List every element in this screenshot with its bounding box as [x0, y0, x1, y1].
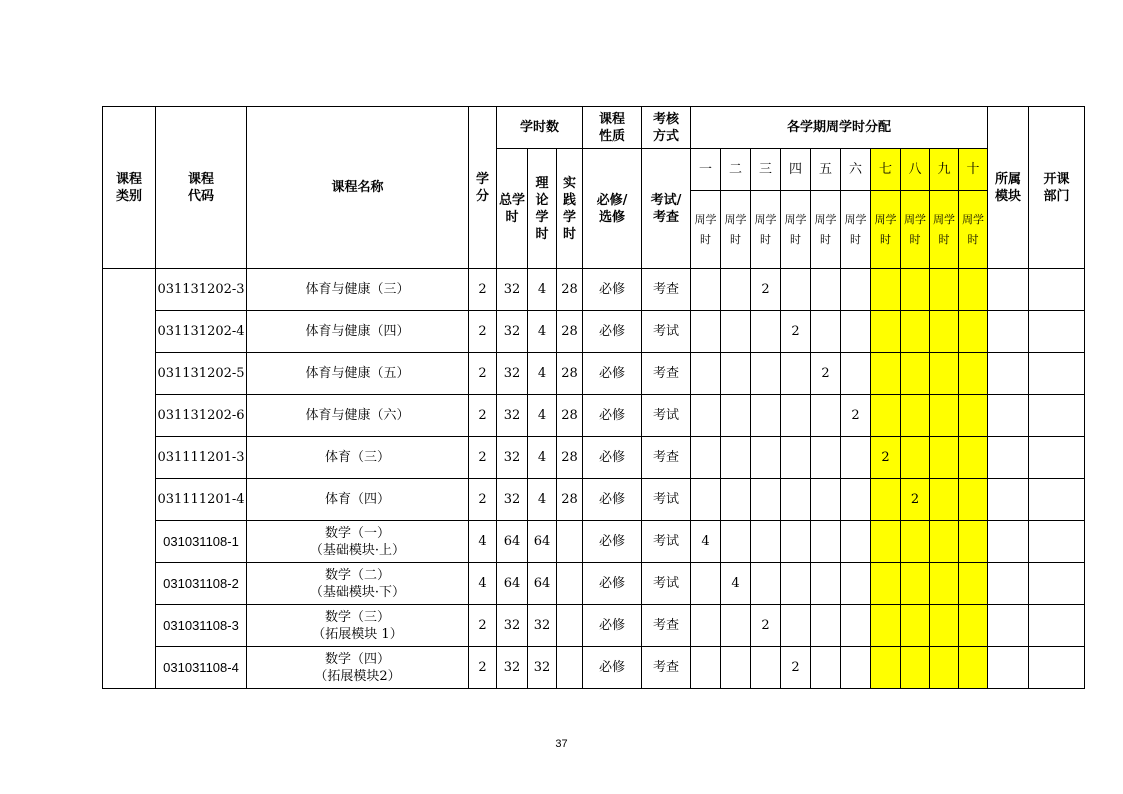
theory-hours: 4: [528, 311, 557, 353]
dept-cell: [1029, 605, 1085, 647]
semester-hours: [901, 269, 930, 311]
semester-label: 七: [871, 149, 901, 191]
semester-hours: [841, 353, 871, 395]
semester-hours: [691, 395, 721, 437]
practice-hours: 28: [557, 479, 583, 521]
semester-hours: [781, 563, 811, 605]
table-row: [103, 605, 1085, 647]
semester-hours: [841, 521, 871, 563]
course-table: [102, 106, 1085, 689]
exam-type: 考查: [642, 647, 691, 689]
course-nature: 必修: [583, 269, 642, 311]
semester-hours: 2: [781, 647, 811, 689]
module-cell: [988, 395, 1029, 437]
semester-hours: [781, 353, 811, 395]
exam-type: 考试: [642, 311, 691, 353]
semester-hours: [959, 521, 988, 563]
semester-hours: 2: [751, 269, 781, 311]
semester-hours: [871, 563, 901, 605]
semester-hours: 2: [901, 479, 930, 521]
practice-hours: [557, 605, 583, 647]
practice-hours: 28: [557, 395, 583, 437]
semester-hours: [930, 395, 959, 437]
module-cell: [988, 479, 1029, 521]
total-hours: 32: [497, 479, 528, 521]
table-row: [103, 437, 1085, 479]
course-name: 数学（三） （拓展模块 1）: [247, 605, 469, 647]
module-cell: [988, 269, 1029, 311]
semester-hours: [959, 269, 988, 311]
header-nature: 课程 性质: [583, 107, 642, 149]
table-row: [103, 353, 1085, 395]
course-name: 数学（二） （基础模块·下）: [247, 563, 469, 605]
semester-hours: [871, 395, 901, 437]
total-hours: 32: [497, 647, 528, 689]
semester-hours: [959, 647, 988, 689]
header-exam-type: 考试/ 考查: [642, 149, 691, 269]
exam-type: 考试: [642, 479, 691, 521]
semester-label: 十: [959, 149, 988, 191]
week-hours-label: 周学 时: [751, 191, 781, 269]
header-semester-dist: 各学期周学时分配: [691, 107, 988, 149]
total-hours: 32: [497, 395, 528, 437]
dept-cell: [1029, 395, 1085, 437]
semester-hours: [781, 605, 811, 647]
header-exam-method: 考核 方式: [642, 107, 691, 149]
semester-hours: [781, 269, 811, 311]
header-theory: 理 论 学 时: [528, 149, 557, 269]
practice-hours: [557, 563, 583, 605]
semester-hours: [721, 647, 751, 689]
semester-hours: [930, 521, 959, 563]
semester-hours: [751, 353, 781, 395]
semester-hours: [811, 395, 841, 437]
course-nature: 必修: [583, 395, 642, 437]
course-name: 体育与健康（六）: [247, 395, 469, 437]
semester-hours: [811, 647, 841, 689]
module-cell: [988, 521, 1029, 563]
course-code: 031131202-4: [156, 311, 247, 353]
semester-hours: [959, 437, 988, 479]
semester-hours: [901, 311, 930, 353]
total-hours: 64: [497, 521, 528, 563]
theory-hours: 64: [528, 563, 557, 605]
semester-hours: 2: [871, 437, 901, 479]
semester-hours: [781, 437, 811, 479]
table-row: [103, 311, 1085, 353]
semester-hours: [721, 521, 751, 563]
week-hours-label: 周学 时: [781, 191, 811, 269]
semester-hours: [841, 479, 871, 521]
credit: 4: [469, 521, 497, 563]
course-code: 031031108-2: [156, 563, 247, 605]
semester-hours: [930, 479, 959, 521]
semester-label: 三: [751, 149, 781, 191]
course-name: 体育与健康（五）: [247, 353, 469, 395]
semester-hours: [871, 605, 901, 647]
course-code: 031111201-3: [156, 437, 247, 479]
semester-hours: [751, 479, 781, 521]
exam-type: 考试: [642, 395, 691, 437]
credit: 2: [469, 479, 497, 521]
week-hours-label: 周学 时: [901, 191, 930, 269]
theory-hours: 32: [528, 647, 557, 689]
theory-hours: 4: [528, 353, 557, 395]
semester-hours: [871, 311, 901, 353]
semester-hours: [841, 269, 871, 311]
course-nature: 必修: [583, 437, 642, 479]
exam-type: 考查: [642, 605, 691, 647]
course-code: 031031108-1: [156, 521, 247, 563]
credit: 2: [469, 605, 497, 647]
semester-hours: [751, 563, 781, 605]
semester-hours: [901, 647, 930, 689]
semester-hours: [930, 605, 959, 647]
semester-hours: 2: [781, 311, 811, 353]
module-cell: [988, 647, 1029, 689]
semester-hours: [691, 269, 721, 311]
header-dept: 开课 部门: [1029, 107, 1085, 269]
module-cell: [988, 437, 1029, 479]
semester-hours: [871, 647, 901, 689]
course-code: 031031108-3: [156, 605, 247, 647]
semester-hours: [959, 395, 988, 437]
semester-hours: [841, 563, 871, 605]
semester-hours: [901, 605, 930, 647]
dept-cell: [1029, 437, 1085, 479]
course-nature: 必修: [583, 647, 642, 689]
theory-hours: 32: [528, 605, 557, 647]
semester-hours: [871, 269, 901, 311]
semester-label: 二: [721, 149, 751, 191]
course-nature: 必修: [583, 563, 642, 605]
semester-hours: [751, 647, 781, 689]
semester-hours: [721, 311, 751, 353]
dept-cell: [1029, 353, 1085, 395]
header-required: 必修/ 选修: [583, 149, 642, 269]
semester-hours: [721, 269, 751, 311]
header-practice: 实 践 学 时: [557, 149, 583, 269]
semester-hours: [781, 479, 811, 521]
semester-hours: [811, 311, 841, 353]
semester-hours: [841, 647, 871, 689]
dept-cell: [1029, 479, 1085, 521]
theory-hours: 4: [528, 395, 557, 437]
table-row: [103, 479, 1085, 521]
course-name: 体育与健康（四）: [247, 311, 469, 353]
semester-hours: [959, 311, 988, 353]
table-row: [103, 563, 1085, 605]
module-cell: [988, 605, 1029, 647]
semester-hours: [811, 605, 841, 647]
week-hours-label: 周学 时: [930, 191, 959, 269]
course-code: 031111201-4: [156, 479, 247, 521]
semester-label: 五: [811, 149, 841, 191]
semester-hours: [930, 563, 959, 605]
semester-hours: [841, 437, 871, 479]
total-hours: 32: [497, 269, 528, 311]
semester-hours: [841, 605, 871, 647]
credit: 2: [469, 353, 497, 395]
semester-hours: [871, 353, 901, 395]
course-code: 031131202-6: [156, 395, 247, 437]
exam-type: 考查: [642, 437, 691, 479]
semester-hours: [930, 647, 959, 689]
theory-hours: 4: [528, 479, 557, 521]
semester-label: 八: [901, 149, 930, 191]
semester-hours: [811, 479, 841, 521]
semester-hours: [811, 437, 841, 479]
semester-hours: [721, 395, 751, 437]
semester-hours: [901, 437, 930, 479]
semester-hours: [901, 395, 930, 437]
table-row: [103, 521, 1085, 563]
course-code: 031031108-4: [156, 647, 247, 689]
table-row: [103, 269, 1085, 311]
theory-hours: 4: [528, 269, 557, 311]
exam-type: 考试: [642, 563, 691, 605]
semester-hours: 2: [811, 353, 841, 395]
course-code: 031131202-5: [156, 353, 247, 395]
course-name: 体育（四）: [247, 479, 469, 521]
course-name: 数学（一） （基础模块·上）: [247, 521, 469, 563]
credit: 4: [469, 563, 497, 605]
dept-cell: [1029, 521, 1085, 563]
semester-hours: [691, 353, 721, 395]
course-nature: 必修: [583, 605, 642, 647]
semester-hours: [721, 605, 751, 647]
dept-cell: [1029, 311, 1085, 353]
exam-type: 考查: [642, 269, 691, 311]
total-hours: 32: [497, 605, 528, 647]
semester-hours: [691, 647, 721, 689]
week-hours-label: 周学 时: [721, 191, 751, 269]
week-hours-label: 周学 时: [841, 191, 871, 269]
semester-hours: 4: [721, 563, 751, 605]
semester-hours: [930, 437, 959, 479]
total-hours: 32: [497, 311, 528, 353]
practice-hours: [557, 521, 583, 563]
semester-hours: [781, 521, 811, 563]
practice-hours: 28: [557, 353, 583, 395]
semester-label: 四: [781, 149, 811, 191]
semester-label: 六: [841, 149, 871, 191]
semester-hours: [691, 563, 721, 605]
header-name: 课程名称: [247, 107, 469, 269]
practice-hours: 28: [557, 269, 583, 311]
semester-hours: [751, 395, 781, 437]
course-name: 体育（三）: [247, 437, 469, 479]
module-cell: [988, 311, 1029, 353]
semester-hours: 4: [691, 521, 721, 563]
credit: 2: [469, 269, 497, 311]
semester-hours: [751, 521, 781, 563]
course-name: 体育与健康（三）: [247, 269, 469, 311]
semester-hours: [959, 605, 988, 647]
course-nature: 必修: [583, 479, 642, 521]
semester-hours: [901, 563, 930, 605]
week-hours-label: 周学 时: [959, 191, 988, 269]
module-cell: [988, 563, 1029, 605]
course-nature: 必修: [583, 353, 642, 395]
header-total: 总学 时: [497, 149, 528, 269]
semester-hours: [959, 563, 988, 605]
semester-hours: [871, 521, 901, 563]
header-category: 课程 类别: [103, 107, 156, 269]
module-cell: [988, 353, 1029, 395]
semester-hours: [781, 395, 811, 437]
semester-hours: [901, 521, 930, 563]
header-module: 所属 模块: [988, 107, 1029, 269]
semester-label: 一: [691, 149, 721, 191]
practice-hours: [557, 647, 583, 689]
semester-hours: [691, 479, 721, 521]
semester-hours: [751, 437, 781, 479]
semester-hours: [811, 269, 841, 311]
total-hours: 32: [497, 437, 528, 479]
semester-hours: [691, 311, 721, 353]
course-nature: 必修: [583, 521, 642, 563]
theory-hours: 64: [528, 521, 557, 563]
exam-type: 考查: [642, 353, 691, 395]
semester-hours: [721, 479, 751, 521]
course-nature: 必修: [583, 311, 642, 353]
total-hours: 32: [497, 353, 528, 395]
header-hours: 学时数: [497, 107, 583, 149]
exam-type: 考试: [642, 521, 691, 563]
dept-cell: [1029, 269, 1085, 311]
course-name: 数学（四） （拓展模块2）: [247, 647, 469, 689]
semester-hours: [811, 563, 841, 605]
total-hours: 64: [497, 563, 528, 605]
dept-cell: [1029, 647, 1085, 689]
credit: 2: [469, 395, 497, 437]
header-credit: 学 分: [469, 107, 497, 269]
page-number: 37: [555, 738, 568, 750]
semester-hours: [930, 353, 959, 395]
theory-hours: 4: [528, 437, 557, 479]
semester-hours: [930, 269, 959, 311]
table-row: [103, 395, 1085, 437]
semester-hours: [721, 353, 751, 395]
semester-hours: [691, 605, 721, 647]
semester-hours: [841, 311, 871, 353]
semester-hours: 2: [841, 395, 871, 437]
semester-hours: [691, 437, 721, 479]
semester-hours: [959, 479, 988, 521]
semester-hours: [751, 311, 781, 353]
practice-hours: 28: [557, 311, 583, 353]
dept-cell: [1029, 563, 1085, 605]
semester-hours: [901, 353, 930, 395]
credit: 2: [469, 437, 497, 479]
credit: 2: [469, 647, 497, 689]
header-code: 课程 代码: [156, 107, 247, 269]
week-hours-label: 周学 时: [691, 191, 721, 269]
semester-hours: [811, 521, 841, 563]
week-hours-label: 周学 时: [871, 191, 901, 269]
semester-hours: [930, 311, 959, 353]
semester-label: 九: [930, 149, 959, 191]
semester-hours: [959, 353, 988, 395]
credit: 2: [469, 311, 497, 353]
practice-hours: 28: [557, 437, 583, 479]
course-code: 031131202-3: [156, 269, 247, 311]
semester-hours: [871, 479, 901, 521]
week-hours-label: 周学 时: [811, 191, 841, 269]
table-row: [103, 647, 1085, 689]
semester-hours: 2: [751, 605, 781, 647]
category-cell: [103, 269, 156, 689]
semester-hours: [721, 437, 751, 479]
